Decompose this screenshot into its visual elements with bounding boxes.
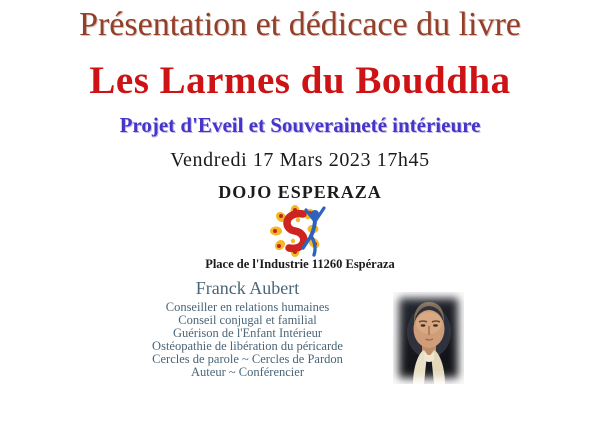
book-title: Les Larmes du Bouddha [89, 59, 511, 102]
dojo-esperaza-logo-icon [269, 203, 331, 257]
book-subtitle: Projet d'Eveil et Souveraineté intérieure [119, 113, 481, 137]
event-datetime: Vendredi 17 Mars 2023 17h45 [170, 149, 430, 171]
author-name: Franck Aubert [195, 278, 300, 298]
author-title-line: Guérison de l'Enfant Intérieur [172, 326, 323, 340]
author-portrait-photo [393, 292, 464, 384]
author-title-line: Cercles de parole ~ Cercles de Pardon [152, 352, 343, 366]
red-swirl [287, 214, 304, 249]
author-title-line: Auteur ~ Conférencier [191, 365, 304, 379]
event-venue: DOJO ESPERAZA [218, 182, 382, 202]
flyer-title-line1: Présentation et dédicace du livre [79, 6, 521, 43]
author-title-line: Ostéopathie de libération du péricarde [152, 339, 343, 353]
author-title-line: Conseil conjugal et familial [178, 313, 317, 327]
event-address: Place de l'Industrie 11260 Espéraza [205, 257, 395, 271]
author-block [50, 278, 445, 379]
author-title-line: Conseiller en relations humaines [165, 300, 330, 314]
